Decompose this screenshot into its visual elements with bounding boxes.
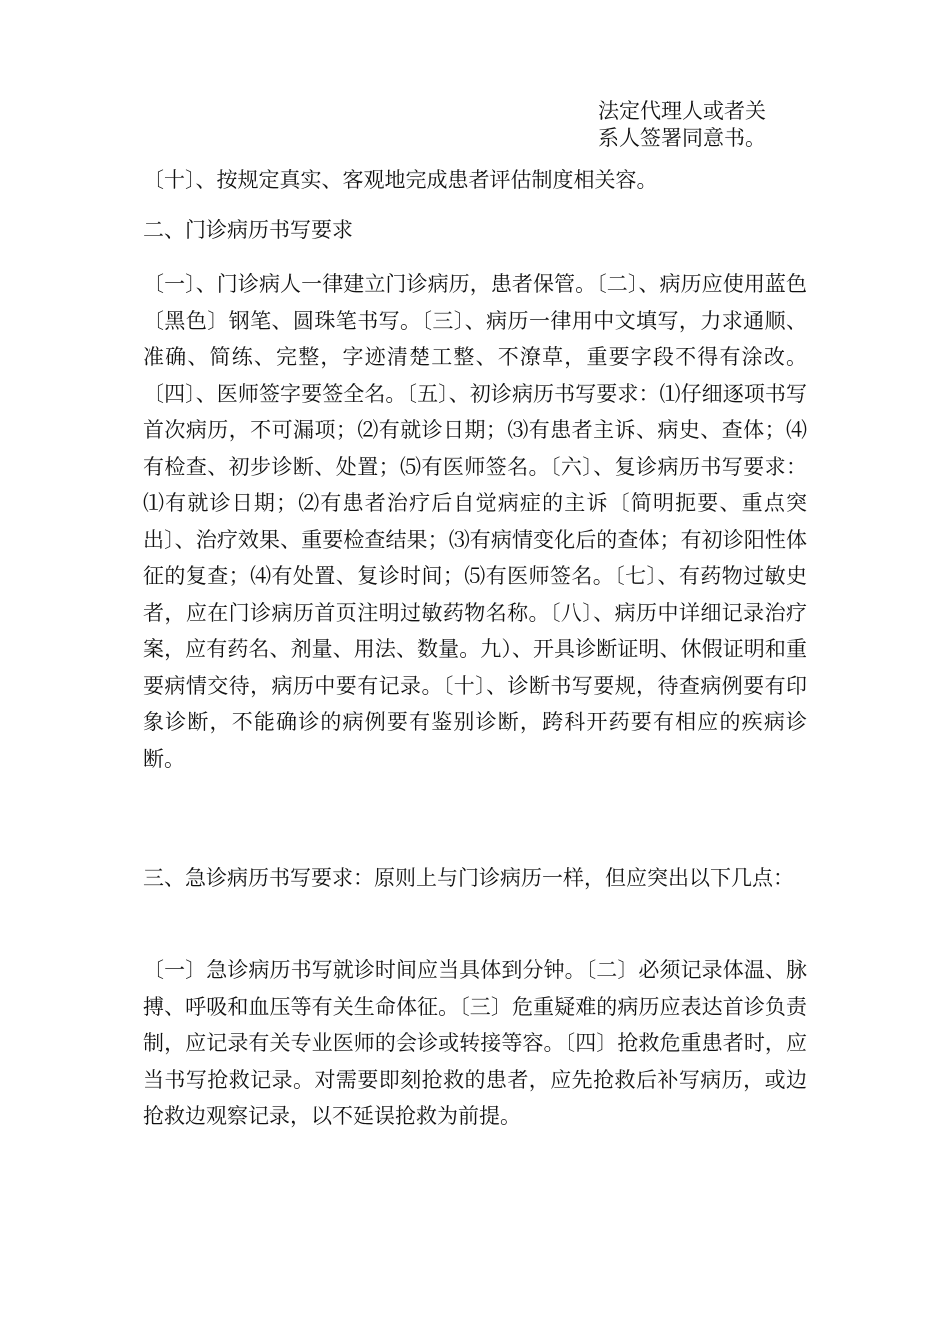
section-2-body: 〔一〕、门诊病人一律建立门诊病历，患者保管。〔二〕、病历应使用蓝色〔黑色〕钢笔、圆珠笔书写。〔三〕、病历一律用中文填写，力求通顺、准确、简练、完整，字迹清楚工整、不潦草，重要字段不得有涂改。〔四〕、医师签字要签全名。〔五〕、初诊病历书写要求：⑴仔细逐项书写首次病历，不可漏项；⑵有就诊日期；⑶有患者主诉、病史、查体；⑷有检查、初步诊断、处置；⑸有医师签名。〔六〕、复诊病历书写要求：⑴有就诊日期；⑵有患者治疗后自觉病症的主诉〔简明扼要、重点突出〕、治疗效果、重要检查结果；⑶有病情变化后的查体；有初诊阳性体征的复查；⑷有处置、复诊时间；⑸有医师签名。〔七〕、有药物过敏史者，应在门诊病历首页注明过敏药物名称。〔八〕、病历中详细记录治疗案，应有药名、剂量、用法、数量。九）、开具诊断证明、休假证明和重要病情交待，病历中要有记录。〔十〕、诊断书写要规，待查病例要有印象诊断，不能确诊的病例要有鉴别诊断，跨科开药要有相应的疾病诊断。	[143, 272, 807, 771]
item-ten-paragraph: 〔十〕、按规定真实、客观地完成患者评估制度相关容。	[143, 168, 658, 192]
section-3-body: 〔一〕急诊病历书写就诊时间应当具体到分钟。〔二〕必须记录体温、脉搏、呼吸和血压等有关生命体征。〔三〕危重疑难的病历应表达首诊负责制，应记录有关专业医师的会诊或转接等容。〔四〕抢救危重患者时，应当书写抢救记录。对需要即刻抢救的患者，应先抢救后补写病历，或边抢救边观察记录，以不延误抢救为前提。	[143, 958, 807, 1128]
consent-note	[598, 98, 798, 152]
consent-note-line-2: 系人签署同意书。	[598, 126, 766, 150]
consent-note-line-1: 法定代理人或者关	[598, 99, 766, 123]
section-2-heading: 二、门诊病历书写要求	[143, 218, 353, 242]
section-3-heading: 三、急诊病历书写要求：原则上与门诊病历一样，但应突出以下几点：	[143, 866, 794, 890]
